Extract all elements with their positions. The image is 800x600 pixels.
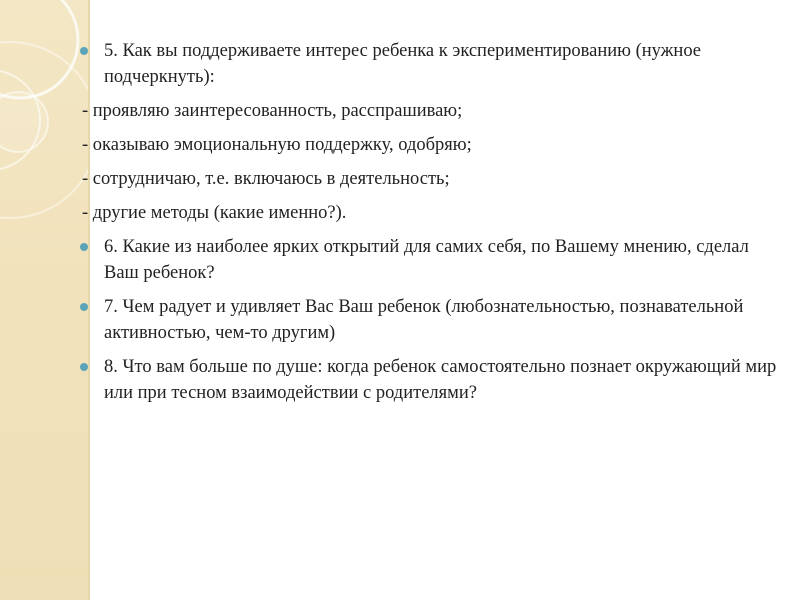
decorative-circle [0, 92, 48, 152]
bullet-dot-icon [80, 47, 88, 55]
decorative-circle [0, 0, 78, 98]
list-item [80, 38, 780, 90]
bullet-dot-icon [80, 243, 88, 251]
list-item-text: - другие методы (какие именно?). [82, 203, 347, 223]
decorative-side-panel [0, 0, 88, 600]
bullet-dot-icon [80, 303, 88, 311]
list-item-text: 5. Как вы поддерживаете интерес ребенка к экспериментированию (нужное подчеркнуть): [104, 41, 702, 87]
list-item [80, 166, 780, 192]
list-item-text: - сотрудничаю, т.е. включаюсь в деятельность; [82, 169, 450, 189]
list-item [80, 234, 780, 286]
list-item [80, 98, 780, 124]
list-item [80, 354, 780, 406]
list-item [80, 200, 780, 226]
list-item-text: - оказываю эмоциональную поддержку, одобряю; [82, 135, 472, 155]
list-item-text: 7. Чем радует и удивляет Вас Ваш ребенок (любознательностью, познавательной активностью, чем-то другим) [104, 297, 744, 343]
slide-content [80, 38, 780, 414]
list-item [80, 294, 780, 346]
list-item-text: 6. Какие из наиболее ярких открытий для самих себя, по Вашему мнению, сделал Ваш ребенок? [104, 237, 749, 283]
list-item-text: 8. Что вам больше по душе: когда ребенок самостоятельно познает окружающий мир или при тесном взаимодействии с родителями? [104, 357, 777, 403]
bullet-dot-icon [80, 363, 88, 371]
decorative-circles-graphic [0, 0, 88, 600]
list-item [80, 132, 780, 158]
list-item-text: - проявляю заинтересованность, расспрашиваю; [82, 101, 463, 121]
